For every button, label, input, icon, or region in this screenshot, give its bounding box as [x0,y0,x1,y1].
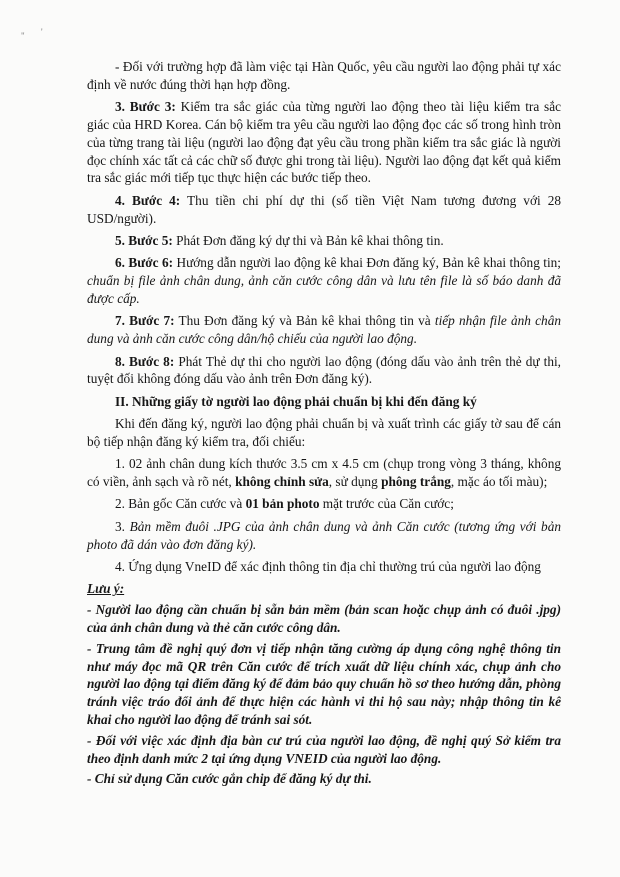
note-section [87,580,561,788]
paragraph-return-deadline: - Đối với trường hợp đã làm việc tại Hàn Quốc, yêu cầu người lao động phải tự xác định về nước đúng thời hạn hợp đồng. [87,59,561,92]
note-line: - Trung tâm đề nghị quý đơn vị tiếp nhận tăng cường áp dụng công nghệ thông tin như máy đọc mã QR trên Căn cước để trích xuất dữ liệu chính xác, chụp ảnh cho người lao động tại điểm đăng ký để đảm bảo quy chuẩn hồ sơ theo hướng dẫn, phòng tránh việc tráo đổi ảnh để thực hiện các hành vi thi hộ sau này; nhập thông tin kê khai cho người lao động để tránh sai sót. [87,640,561,728]
document-body [87,58,561,791]
step-label: 3. Bước 3: [115,99,176,115]
note-title: Lưu ý: [87,581,125,597]
scan-mark: ' [41,27,43,37]
section-intro: Khi đến đăng ký, người lao động phải chuẩn bị và xuất trình các giấy tờ sau để cán bộ tiếp nhận đăng ký kiểm tra, đối chiếu: [87,416,561,449]
requirement-item-4: 4. Ứng dụng VneID để xác định thông tin địa chỉ thường trú của người lao động [115,559,541,575]
requirement-item-2: 2. Bản gốc Căn cước và 01 bản photo mặt trước của Căn cước; [115,496,454,512]
step-7: 7. Bước 7: Thu Đơn đăng ký và Bản kê khai thông tin và tiếp nhận file ảnh chân dung và ảnh căn cước công dân/hộ chiếu của người lao động. [87,313,562,347]
requirement-item-3: 3. Bản mềm đuôi .JPG của ảnh chân dung và ảnh Căn cước (tương ứng với bản photo đã dán vào đơn đăng ký). [87,518,561,552]
step-6: 6. Bước 6: Hướng dẫn người lao động kê khai Đơn đăng ký, Bản kê khai thông tin; chuẩn bị file ảnh chân dung, ảnh căn cước công dân và lưu tên file là số báo danh đã được cấp. [87,255,562,306]
scan-mark: " [21,31,25,41]
step-label: 4. Bước 4: [115,192,181,208]
step-label: 8. Bước 8: [115,353,175,369]
requirement-item-1: 1. 02 ảnh chân dung kích thước 3.5 cm x 4.5 cm (chụp trong vòng 3 tháng, không có viền, ảnh sạch và rõ nét, không chỉnh sửa, sử dụng phông trắng, mặc áo tối màu); [87,456,561,490]
step-4: 4. Bước 4: Thu tiền chi phí dự thi (số tiền Việt Nam tương đương với 28 USD/người). [87,192,562,226]
note-line: - Người lao động cần chuẩn bị sẵn bản mềm (bản scan hoặc chụp ảnh có đuôi .jpg) của ảnh chân dung và thẻ căn cước công dân. [87,602,561,636]
step-label: 7. Bước 7: [115,313,175,329]
step-8: 8. Bước 8: Phát Thẻ dự thi cho người lao động (đóng dấu vào ảnh trên thẻ dự thi, tuyệt đối không đóng dấu vào ảnh trên Đơn đăng ký). [87,353,562,387]
section-heading: II. Những giấy tờ người lao động phải chuẩn bị khi đến đăng ký [115,393,477,409]
note-line: - Đối với việc xác định địa bàn cư trú của người lao động, đề nghị quý Sở kiểm tra theo định danh mức 2 tại ứng dụng VNEID của người lao động. [87,732,561,766]
step-label: 5. Bước 5: [115,232,173,248]
step-3: 3. Bước 3: Kiểm tra sắc giác của từng người lao động theo tài liệu kiểm tra sắc giác của HRD Korea. Cán bộ kiểm tra yêu cầu người lao động đọc các số trong hình tròn của từng trang tài liệu (người lao động đạt yêu cầu trong phần kiểm tra sắc giác là người đọc chính xác tất cả các chữ số được ghi trong tài liệu). Người lao động đạt kết quả kiểm tra sắc giác mới tiếp tục thực hiện các bước tiếp theo. [87,99,562,186]
note-line: - Chỉ sử dụng Căn cước gắn chip để đăng ký dự thi. [87,771,372,787]
step-label: 6. Bước 6: [115,255,174,271]
step-5: 5. Bước 5: Phát Đơn đăng ký dự thi và Bản kê khai thông tin. [115,232,444,248]
